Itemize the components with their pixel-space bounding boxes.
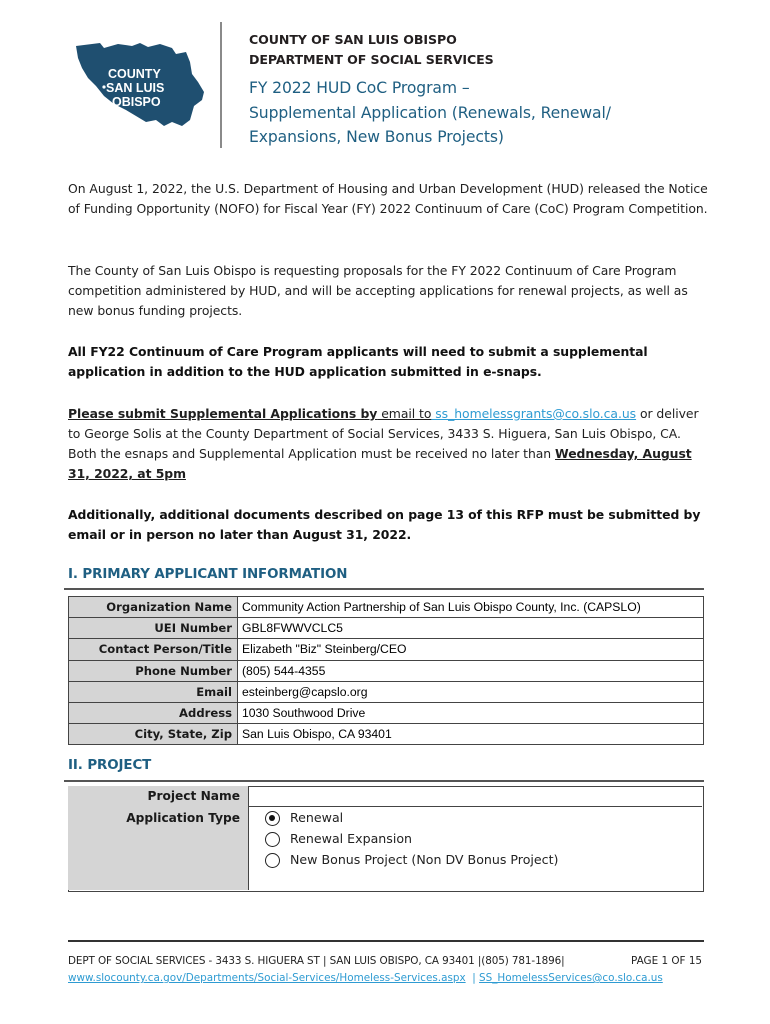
option-new-bonus-label: New Bonus Project (Non DV Bonus Project) [290,852,559,867]
field-label: Contact Person/Title [69,639,238,660]
option-renewal-label: Renewal [290,810,344,825]
option-renewal-expansion-label: Renewal Expansion [290,831,413,846]
footer-separator: | [465,972,480,984]
submission-email-prefix: email to [377,406,432,421]
footer-website-link[interactable]: www.slocounty.ca.gov/Departments/Social-Services/Homeless-Services.aspx [68,972,466,984]
field-value[interactable]: Elizabeth "Biz" Steinberg/CEO [238,639,704,660]
table-row [69,681,704,702]
radio-new-bonus-project[interactable] [265,853,280,868]
project-name-row-divider [248,806,702,807]
footer-email-link[interactable]: SS_HomelessServices@co.slo.ca.us [479,972,663,984]
submission-deadline: Wednesday, August 31, 2022, at 5pm [68,446,692,481]
additional-docs-paragraph: Additionally, additional documents described on page 13 of this RFP must be submitted by email or in person no later than August 31, 2022. [68,507,701,542]
page-number: PAGE 1 OF 15 [631,955,703,967]
document-title-line3: Expansions, New Bonus Projects) [249,128,504,146]
submission-paragraph [68,404,708,484]
field-value[interactable]: San Luis Obispo, CA 93401 [238,724,704,745]
county-logo [74,40,206,130]
table-row [69,639,704,660]
svg-text:COUNTY: COUNTY [108,67,161,81]
request-paragraph: The County of San Luis Obispo is requesting proposals for the FY 2022 Continuum of Care Program competition administered by HUD, and will be accepting applications for renewal projects, as well as new bonus funding projects. [68,263,688,318]
field-label: Phone Number [69,660,238,681]
submission-lead: Please submit Supplemental Applications by [68,406,378,421]
field-value[interactable]: GBL8FWWVCLC5 [238,618,704,639]
table-row [69,597,704,618]
intro-paragraph: On August 1, 2022, the U.S. Department of Housing and Urban Development (HUD) released the Notice of Funding Opportunity (NOFO) for Fiscal Year (FY) 2022 Continuum of Care (CoC) Program Competition. [68,181,708,216]
table-row [69,724,704,745]
field-label: Address [69,702,238,723]
footer-address: DEPT OF SOCIAL SERVICES - 3433 S. HIGUERA ST | SAN LUIS OBISPO, CA 93401 |(805) 781-1896| [68,955,565,967]
svg-text:OBISPO: OBISPO [112,95,161,109]
field-value[interactable]: 1030 Southwood Drive [238,702,704,723]
table-row [69,702,704,723]
document-title-line1: FY 2022 HUD CoC Program – [249,79,470,97]
svg-text:SAN LUIS: SAN LUIS [106,81,165,95]
footer-rule [68,940,704,942]
department-name: DEPARTMENT OF SOCIAL SERVICES [249,52,494,67]
applicant-info-table [68,596,704,745]
radio-renewal-expansion[interactable] [265,832,280,847]
section-rule [64,588,704,590]
field-label: UEI Number [69,618,238,639]
field-label: Email [69,681,238,702]
footer-links [68,972,663,984]
table-row [69,660,704,681]
application-type-label: Application Type [126,811,240,825]
project-name-label: Project Name [147,789,240,803]
table-row [69,618,704,639]
field-value[interactable]: esteinberg@capslo.org [238,681,704,702]
section-primary-applicant-heading: I. PRIMARY APPLICANT INFORMATION [68,567,348,582]
section-project-heading: II. PROJECT [68,758,152,773]
radio-renewal[interactable] [265,811,280,826]
field-label: Organization Name [69,597,238,618]
field-label: City, State, Zip [69,724,238,745]
submission-details: or deliver to George Solis at the County Department of Social Services, 3433 S. Higuera, San Luis Obispo, CA. Both the esnaps and Supplemental Application must be received no later than [68,406,699,461]
section-rule [64,780,704,782]
document-title-line2: Supplemental Application (Renewals, Renewal/ [249,104,611,122]
field-value[interactable]: (805) 544-4355 [238,660,704,681]
submission-email-link[interactable]: ss_homelessgrants@co.slo.ca.us [431,406,637,421]
requirement-paragraph: All FY22 Continuum of Care Program applicants will need to submit a supplemental application in addition to the HUD application submitted in e-snaps. [68,344,648,379]
header-divider [220,22,222,148]
county-name: COUNTY OF SAN LUIS OBISPO [249,32,457,47]
field-value[interactable]: Community Action Partnership of San Luis Obispo County, Inc. (CAPSLO) [238,597,704,618]
